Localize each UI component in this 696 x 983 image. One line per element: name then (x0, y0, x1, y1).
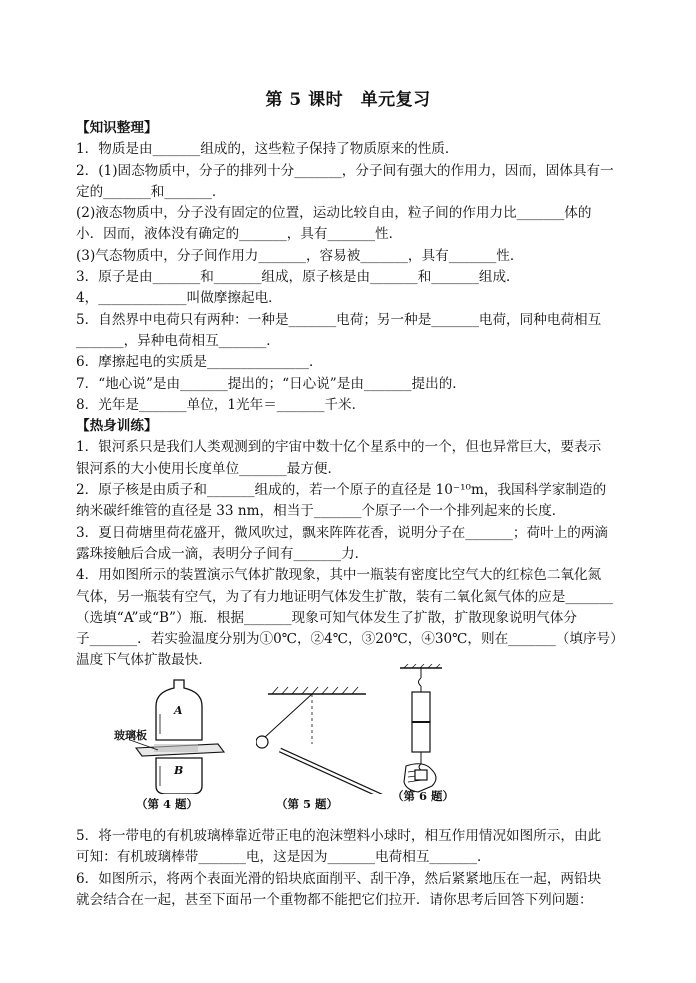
warmup-line: 气体，另一瓶装有空气，为了有力地证明气体发生扩散，装有二氧化氮气体的应是_______ (76, 588, 613, 605)
warmup-line: 3．夏日荷塘里荷花盛开，微风吹过，飘来阵阵花香，说明分子在_______；荷叶上的两滴 (76, 524, 609, 541)
warmup-line: 4．用如图所示的装置演示气体扩散现象，其中一瓶装有密度比空气大的红棕色二氧化氮 (76, 567, 602, 584)
page-title: 第 5 课时 单元复习 (265, 90, 431, 110)
knowledge-line: 6．摩擦起电的实质是_______________． (76, 354, 323, 371)
glass-plate-label: 玻璃板 (114, 729, 147, 742)
figure-6-lead-blocks (386, 664, 476, 814)
warmup-line: 2．原子核是由质子和_______组成的，若一个原子的直径是 10⁻¹⁰m，我国科学家制造的 (76, 482, 607, 499)
figure-5-caption: （第 5 题） (276, 797, 339, 811)
knowledge-line: 4，_____________叫做摩擦起电． (76, 290, 282, 307)
section-heading-knowledge: 【知识整理】 (76, 120, 158, 136)
bottle-a-label: A (174, 704, 183, 717)
question-line: 就会结合在一起，甚至下面吊一个重物都不能把它们拉开．请你思考后回答下列问题： (76, 891, 593, 908)
warmup-line: 银河系的大小使用长度单位_______最方便． (76, 460, 342, 477)
figure-4-caption: （第 4 题） (136, 797, 199, 811)
knowledge-line: 8．光年是_______单位，1光年＝_______千米． (76, 396, 366, 413)
question-line: 可知：有机玻璃棒带_______电，这是因为_______电荷相互_______． (76, 849, 491, 866)
warmup-line: 子_______．若实验温度分别为①0℃，②4℃，③20℃，④30℃，则在_______（填序号） (76, 631, 624, 648)
bottom-content (76, 826, 624, 911)
knowledge-line: (3)气态物质中，分子间作用力_______，容易被_______，具有_______性． (76, 247, 524, 264)
figures-row (96, 674, 636, 814)
bottle-b-label: B (174, 764, 184, 777)
section-heading-warmup: 【热身训练】 (76, 418, 158, 435)
knowledge-line: 1．物质是由_______组成的，这些粒子保持了物质原来的性质． (76, 141, 459, 158)
knowledge-line: 小．因而，液体没有确定的_______，具有_______性． (76, 226, 403, 243)
warmup-line: 露珠接触后合成一滴，表明分子间有_______力． (76, 545, 369, 562)
warmup-line: 温度下气体扩散最快． (76, 652, 212, 669)
knowledge-line: 2．(1)固态物质中，分子的排列十分_______，分子间有强大的作用力，因而，固体具有一 (76, 162, 614, 179)
question-line: 5．将一带电的有机玻璃棒靠近带正电的泡沫塑料小球时，相互作用情况如图所示，由此 (76, 828, 602, 844)
main-content (76, 118, 624, 672)
knowledge-line: 定的_______和_______． (76, 183, 226, 200)
figure-6-caption: （第 6 题） (392, 789, 455, 803)
warmup-line: （选填“A”或“B”）瓶．根据_______现象可知气体发生了扩散，扩散现象说明气体分 (76, 609, 577, 626)
warmup-line: 1．银河系只是我们人类观测到的宇宙中数十亿个星系中的一个，但也异常巨大，要表示 (76, 439, 602, 456)
knowledge-line: 5．自然界中电荷只有两种：一种是_______电荷；另一种是_______电荷，同种电荷相互 (76, 311, 602, 328)
knowledge-line: (2)液态物质中，分子没有固定的位置，运动比较自由，粒子间的作用力比_______体的 (76, 205, 592, 222)
lead-blocks-diagram (386, 664, 476, 789)
knowledge-line: _______，异种电荷相互_______． (76, 332, 280, 349)
figure-4-diffusion-bottles (96, 674, 246, 814)
question-line: 6．如图所示，将两个表面光滑的铅块底面削平、刮干净，然后紧紧地压在一起，两铅块 (76, 870, 602, 887)
knowledge-line: 7．“地心说”是由_______提出的；“日心说”是由_______提出的． (76, 375, 466, 392)
warmup-line: 纳米碳纤维管的直径是 33 nm，相当于_______个原子一个一个排列起来的长度． (76, 503, 566, 520)
knowledge-line: 3．原子是由_______和_______组成，原子核是由_______和_______组成． (76, 269, 520, 286)
